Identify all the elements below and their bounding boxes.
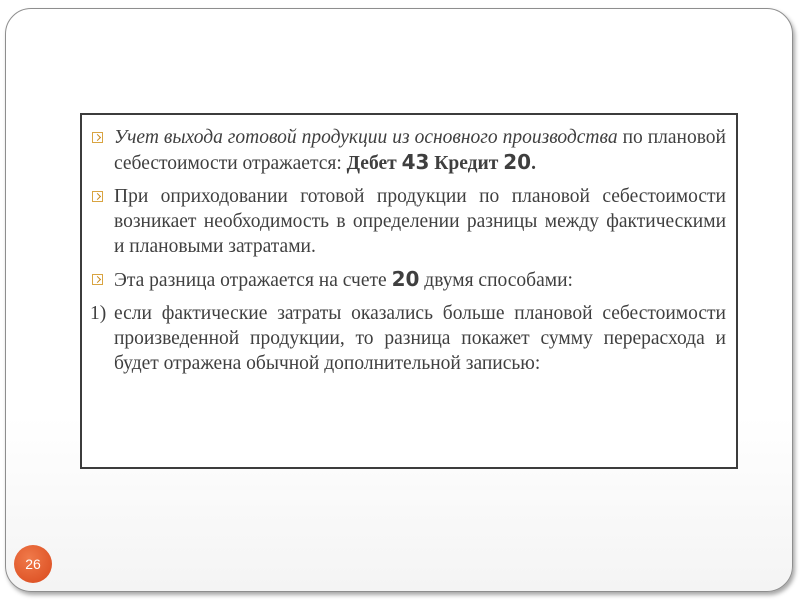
content-box	[80, 113, 738, 469]
p1-debit-number: 43	[401, 150, 430, 174]
paragraph-2	[92, 184, 726, 259]
p1-italic-text: Учет выхода готовой продукции из основного производства	[114, 127, 618, 148]
p4-text: если фактические затраты оказались больше плановой себестоимости произведенной продукции, то разница покажет сумму перерасхода и будет отражена обычной дополнительной записью:	[114, 303, 726, 374]
list-marker: 1)	[90, 303, 107, 324]
p3-start: Эта разница отражается на счете	[114, 270, 392, 291]
checkmark-bullet-icon	[92, 191, 103, 202]
checkmark-bullet-icon	[92, 132, 103, 143]
p1-credit-number: 20	[503, 150, 532, 174]
p3-end: двумя способами:	[419, 270, 573, 291]
paragraph-3	[92, 267, 726, 293]
checkmark-bullet-icon	[92, 274, 103, 285]
numbered-item-1	[92, 301, 726, 376]
page-number-badge: 26	[14, 545, 52, 583]
p1-end: .	[531, 153, 536, 174]
p1-debit-label: Дебет	[346, 153, 402, 174]
p1-credit-label: Кредит	[429, 153, 504, 174]
p3-number: 20	[391, 267, 420, 291]
paragraph-1	[92, 125, 726, 176]
p2-text: При оприходовании готовой продукции по плановой себестоимости возникает необходимость в определении разницы между фактическими и плановыми затратами.	[114, 186, 726, 257]
p1-plain-text: по плановой себестоимости отражается:	[114, 127, 726, 174]
